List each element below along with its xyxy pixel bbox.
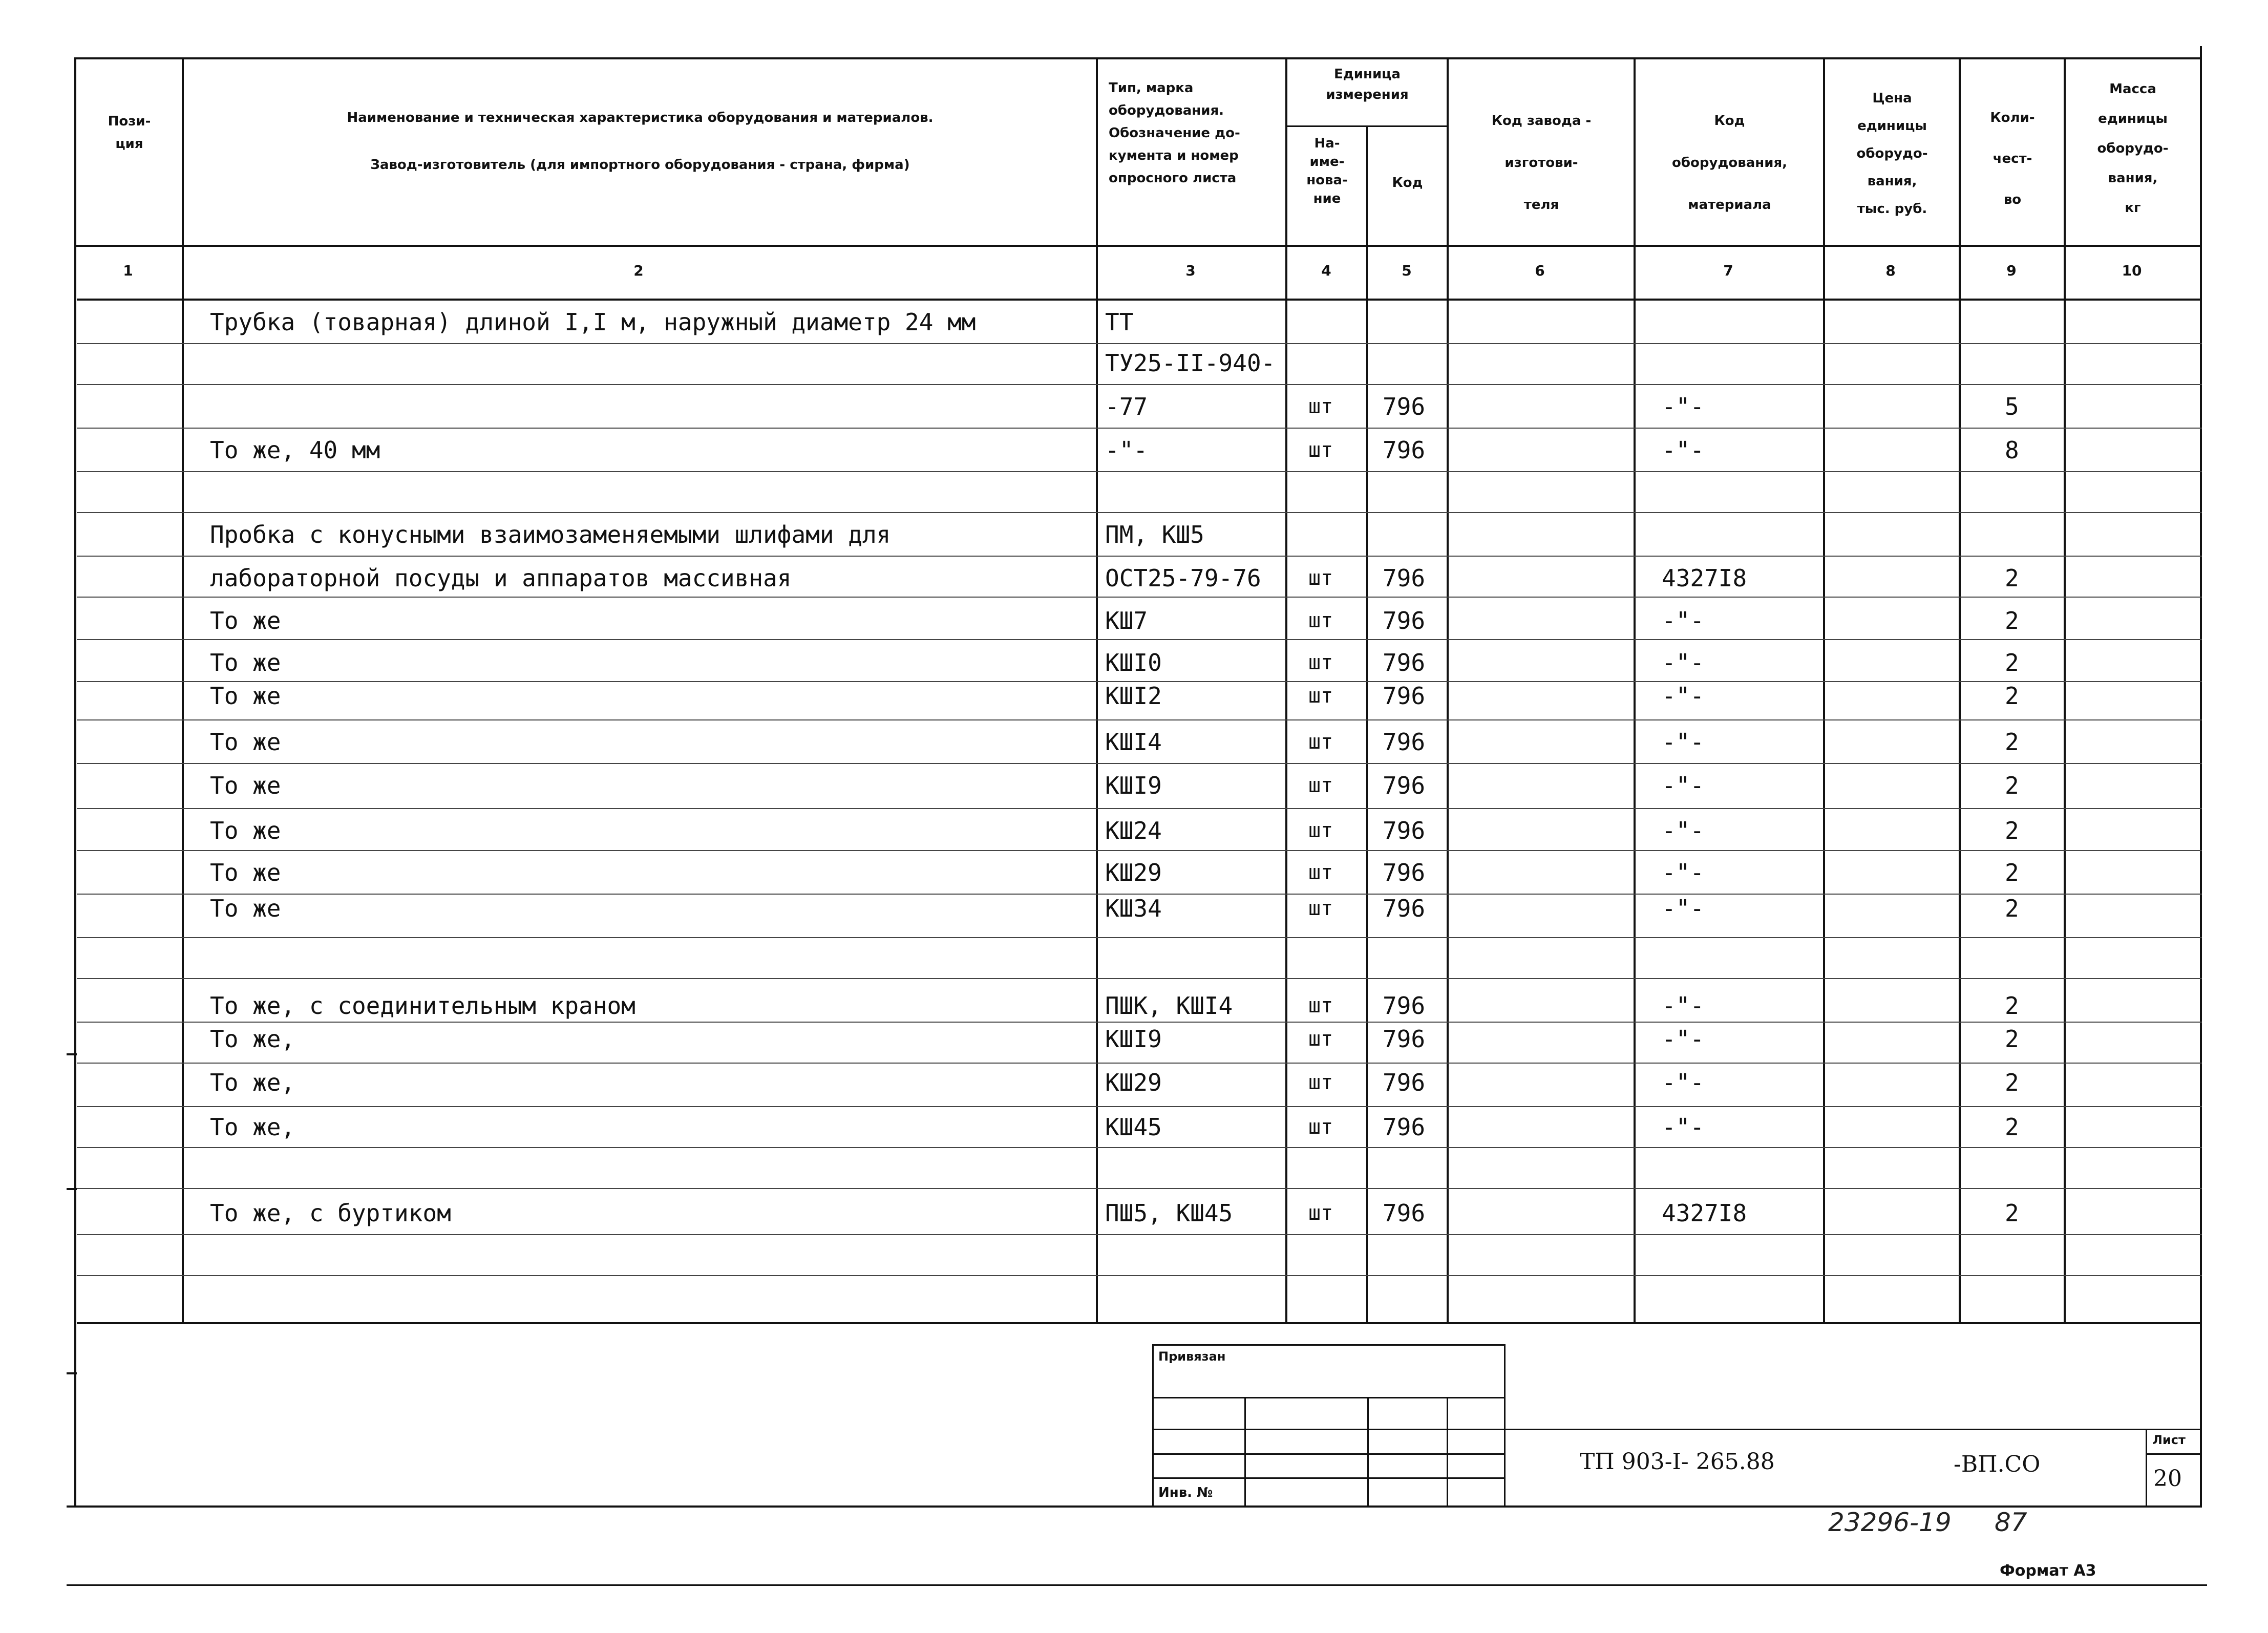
col-divider-9 <box>2064 57 2066 1323</box>
header-position: Пози- ция <box>108 114 151 152</box>
row-unit-code: 796 <box>1383 649 1426 676</box>
stamp-top <box>1152 1344 1506 1346</box>
row-separator <box>77 978 2202 979</box>
row-name: То же <box>210 859 281 886</box>
row-separator <box>77 850 2202 851</box>
col-divider-3 <box>1285 57 1287 1323</box>
header-mass: Масса единицы оборудо- вания, кг <box>2097 81 2169 216</box>
row-separator <box>77 512 2202 513</box>
row-equipment-code: -"- <box>1662 1025 1705 1053</box>
row-unit-code: 796 <box>1383 1069 1426 1096</box>
row-name: То же <box>210 895 281 922</box>
row-unit-code: 796 <box>1383 682 1426 710</box>
row-unit-name: шт <box>1308 861 1333 884</box>
row-quantity: 2 <box>2005 859 2019 886</box>
stamp-line-3 <box>1152 1429 1506 1430</box>
row-separator <box>77 556 2202 557</box>
row-unit-code: 796 <box>1383 772 1426 799</box>
row-equipment-code: -"- <box>1662 992 1705 1020</box>
colnum-bottom-border <box>77 299 2202 301</box>
row-separator <box>77 471 2202 472</box>
stamp-col-4 <box>1447 1397 1448 1507</box>
row-type: ОСТ25-79-76 <box>1105 564 1261 592</box>
row-type: КШ45 <box>1105 1113 1162 1141</box>
row-equipment-code: 4327I8 <box>1662 1199 1747 1227</box>
row-name: То же <box>210 817 281 844</box>
row-type: КШ34 <box>1105 895 1162 922</box>
row-name: То же <box>210 607 281 634</box>
sheet-number: 20 <box>2153 1466 2182 1492</box>
stamp-col-2 <box>1244 1397 1246 1507</box>
row-quantity: 5 <box>2005 393 2019 420</box>
row-quantity: 2 <box>2005 817 2019 844</box>
row-quantity: 2 <box>2005 1069 2019 1096</box>
row-unit-code: 796 <box>1383 728 1426 756</box>
row-unit-name: шт <box>1308 730 1333 754</box>
column-number-9: 9 <box>2006 262 2017 279</box>
header-bottom-border <box>74 245 2202 247</box>
row-separator <box>77 1147 2202 1148</box>
row-name: Трубка (товарная) длиной I,I м, наружный диаметр 24 мм <box>210 308 976 336</box>
row-equipment-code: 4327I8 <box>1662 564 1747 592</box>
header-unit-code: Код <box>1392 175 1423 190</box>
table-top-border <box>74 57 2202 59</box>
row-name: То же, <box>210 1069 295 1096</box>
row-type: -"- <box>1105 436 1148 464</box>
row-unit-code: 796 <box>1383 859 1426 886</box>
col-divider-2 <box>1096 57 1098 1323</box>
row-unit-code: 796 <box>1383 1025 1426 1053</box>
row-unit-name: шт <box>1308 1115 1333 1139</box>
row-type: КШ29 <box>1105 1069 1162 1096</box>
row-separator <box>77 384 2202 385</box>
row-unit-code: 796 <box>1383 436 1426 464</box>
row-type: -77 <box>1105 393 1148 420</box>
row-equipment-code: -"- <box>1662 1113 1705 1141</box>
row-separator <box>77 1063 2202 1064</box>
column-number-6: 6 <box>1535 262 1545 279</box>
row-separator <box>77 1188 2202 1189</box>
col-divider-6 <box>1634 57 1636 1323</box>
sheet-label: Лист <box>2152 1433 2186 1447</box>
row-quantity: 2 <box>2005 682 2019 710</box>
row-quantity: 2 <box>2005 607 2019 634</box>
row-separator <box>77 1106 2202 1107</box>
row-name: То же, с соединительным краном <box>210 992 635 1020</box>
column-number-2: 2 <box>633 262 644 279</box>
row-separator <box>77 1022 2202 1023</box>
col-divider-4 <box>1366 125 1368 1323</box>
row-quantity: 2 <box>2005 992 2019 1020</box>
document-code: ТП 903-I- 265.88 <box>1580 1449 1775 1475</box>
row-type: КШI2 <box>1105 682 1162 710</box>
col-divider-8 <box>1959 57 1961 1323</box>
row-type: КШI9 <box>1105 1025 1162 1053</box>
row-unit-name: шт <box>1308 1201 1333 1225</box>
header-unit-name: На- име- нова- ние <box>1306 136 1348 206</box>
row-type: ТТ <box>1105 308 1134 336</box>
column-number-4: 4 <box>1321 262 1331 279</box>
row-unit-name: шт <box>1308 1027 1333 1051</box>
row-unit-name: шт <box>1308 994 1333 1017</box>
margin-tick <box>67 1053 77 1055</box>
row-unit-name: шт <box>1308 774 1333 797</box>
row-type: КШI4 <box>1105 728 1162 756</box>
row-separator <box>77 343 2202 344</box>
stamp-left <box>1152 1344 1154 1507</box>
row-equipment-code: -"- <box>1662 772 1705 799</box>
row-type: ПМ, КШ5 <box>1105 521 1204 548</box>
column-number-1: 1 <box>123 262 133 279</box>
row-equipment-code: -"- <box>1662 682 1705 710</box>
row-unit-code: 796 <box>1383 895 1426 922</box>
row-unit-code: 796 <box>1383 393 1426 420</box>
row-equipment-code: -"- <box>1662 1069 1705 1096</box>
row-unit-code: 796 <box>1383 564 1426 592</box>
row-separator <box>77 1234 2202 1235</box>
stamp-attached-label: Привязан <box>1158 1349 1226 1364</box>
row-unit-name: шт <box>1308 609 1333 632</box>
column-number-10: 10 <box>2122 262 2142 279</box>
row-quantity: 2 <box>2005 895 2019 922</box>
column-number-5: 5 <box>1402 262 1412 279</box>
row-unit-name: шт <box>1308 819 1333 842</box>
row-name: лабораторной посуды и аппаратов массивная <box>210 564 792 592</box>
stamp-right <box>1504 1344 1506 1507</box>
row-quantity: 2 <box>2005 728 2019 756</box>
row-quantity: 2 <box>2005 1113 2019 1141</box>
stamp-line-5 <box>1152 1477 1506 1479</box>
row-type: КШ24 <box>1105 817 1162 844</box>
page-format-label: Формат А3 <box>2000 1562 2096 1580</box>
row-name: То же, <box>210 1113 295 1141</box>
row-quantity: 2 <box>2005 772 2019 799</box>
stamp-line-4 <box>1152 1453 1506 1455</box>
row-unit-name: шт <box>1308 438 1333 462</box>
row-type: КШ29 <box>1105 859 1162 886</box>
row-type: ПШ5, КШ45 <box>1105 1199 1233 1227</box>
stamp-col-3 <box>1367 1397 1369 1507</box>
stamp-line-2 <box>1152 1397 1506 1398</box>
row-name: Пробка с конусными взаимозаменяемыми шлифами для <box>210 521 891 548</box>
row-equipment-code: -"- <box>1662 393 1705 420</box>
row-type: ТУ25-II-940- <box>1105 349 1276 377</box>
header-equipment-code: Код оборудования, материала <box>1671 113 1788 213</box>
row-separator <box>77 639 2202 640</box>
row-type: КШI0 <box>1105 649 1162 676</box>
handwritten-number-2: 87 <box>1995 1508 2027 1537</box>
stamp-inv-label: Инв. № <box>1158 1485 1213 1500</box>
row-type: КШ7 <box>1105 607 1148 634</box>
table-bottom-border <box>77 1322 2202 1324</box>
row-unit-name: шт <box>1308 897 1333 920</box>
row-equipment-code: -"- <box>1662 436 1705 464</box>
row-name: То же, с буртиком <box>210 1199 451 1227</box>
row-quantity: 8 <box>2005 436 2019 464</box>
row-unit-name: шт <box>1308 1071 1333 1094</box>
sheet-box-divider <box>2146 1453 2202 1455</box>
document-suffix: -ВП.СО <box>1954 1451 2041 1477</box>
column-number-3: 3 <box>1185 262 1196 279</box>
header-factory-code: Код завода - изготови- теля <box>1491 113 1592 213</box>
row-equipment-code: -"- <box>1662 728 1705 756</box>
row-unit-code: 796 <box>1383 1113 1426 1141</box>
row-name: То же <box>210 772 281 799</box>
row-unit-code: 796 <box>1383 817 1426 844</box>
header-price: Цена единицы оборудо- вания, тыс. руб. <box>1856 91 1928 217</box>
row-name: То же <box>210 682 281 710</box>
frame-right-border <box>2200 46 2202 1507</box>
row-equipment-code: -"- <box>1662 607 1705 634</box>
col-divider-7 <box>1823 57 1825 1323</box>
row-type: КШI9 <box>1105 772 1162 799</box>
header-name-line1: Наименование и техническая характеристика оборудования и материалов. <box>347 110 934 125</box>
sheet-box-left <box>2146 1429 2147 1507</box>
row-name: То же <box>210 649 281 676</box>
column-number-8: 8 <box>1885 262 1896 279</box>
row-unit-name: шт <box>1308 684 1333 708</box>
row-separator <box>77 808 2202 809</box>
row-name: То же <box>210 728 281 756</box>
header-unit-group: Единица измерения <box>1326 67 1409 102</box>
row-quantity: 2 <box>2005 1025 2019 1053</box>
row-equipment-code: -"- <box>1662 817 1705 844</box>
row-equipment-code: -"- <box>1662 859 1705 886</box>
row-quantity: 2 <box>2005 649 2019 676</box>
row-separator <box>77 597 2202 598</box>
header-type: Тип, марка оборудования. Обозначение до- кумента и номер опросного листа <box>1109 80 1240 186</box>
row-quantity: 2 <box>2005 564 2019 592</box>
row-equipment-code: -"- <box>1662 649 1705 676</box>
row-name: То же, <box>210 1025 295 1053</box>
col-divider-1 <box>182 57 184 1323</box>
row-quantity: 2 <box>2005 1199 2019 1227</box>
column-number-7: 7 <box>1723 262 1733 279</box>
handwritten-number: 23296-19 <box>1828 1508 1952 1537</box>
frame-left-border <box>74 57 76 1507</box>
row-unit-code: 796 <box>1383 1199 1426 1227</box>
row-unit-code: 796 <box>1383 607 1426 634</box>
row-separator <box>77 937 2202 938</box>
row-unit-name: шт <box>1308 395 1333 418</box>
row-unit-name: шт <box>1308 651 1333 674</box>
row-separator <box>77 719 2202 720</box>
row-type: ПШК, КШI4 <box>1105 992 1233 1020</box>
col-divider-5 <box>1447 57 1449 1323</box>
row-equipment-code: -"- <box>1662 895 1705 922</box>
row-unit-name: шт <box>1308 566 1333 590</box>
row-separator <box>77 763 2202 764</box>
row-unit-code: 796 <box>1383 992 1426 1020</box>
margin-tick <box>67 1372 77 1374</box>
header-name-line2: Завод-изготовитель (для импортного оборудования - страна, фирма) <box>370 157 910 173</box>
stamp-code-top <box>1504 1429 2201 1430</box>
page-cut-line <box>67 1584 2207 1586</box>
margin-tick <box>67 1188 77 1190</box>
row-separator <box>77 1275 2202 1276</box>
header-quantity: Коли- чест- во <box>1990 110 2035 207</box>
row-separator <box>77 428 2202 429</box>
row-name: То же, 40 мм <box>210 436 380 464</box>
